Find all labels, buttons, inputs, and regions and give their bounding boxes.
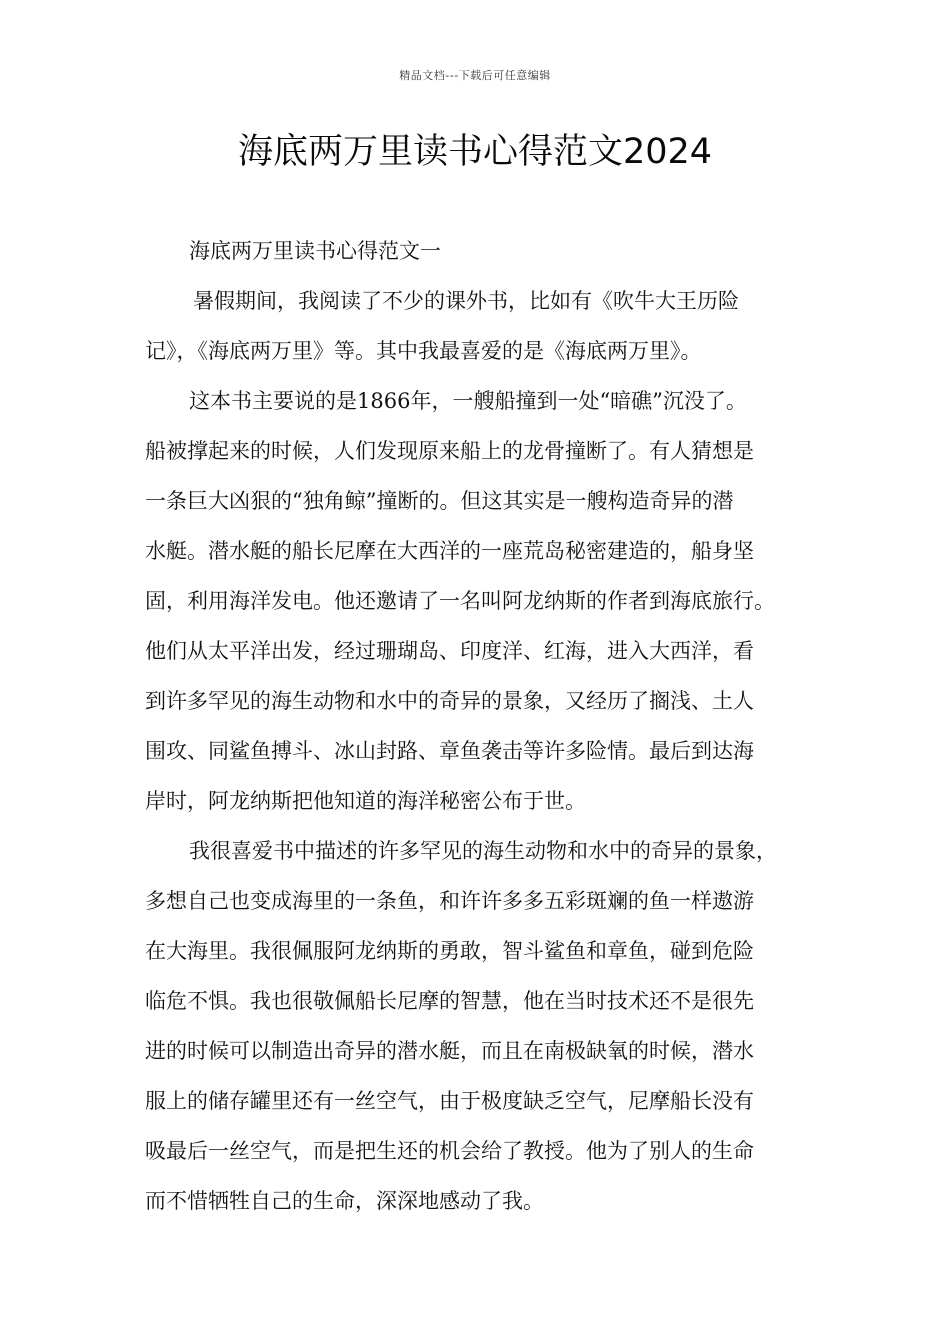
paragraph-2 [145, 376, 813, 826]
paragraph-line: 他们从太平洋出发，经过珊瑚岛、印度洋、红海，进入大西洋，看 [145, 639, 754, 663]
paragraph-line: 一条巨大凶狠的“独角鲸”撞断的。但这其实是一艘构造奇异的潜 [145, 489, 734, 513]
paragraph-line: 到许多罕见的海生动物和水中的奇异的景象，又经历了搁浅、土人 [145, 689, 754, 713]
paragraph-line: 暑假期间，我阅读了不少的课外书，比如有《吹牛大王历险 [193, 289, 739, 313]
paragraph-line: 多想自己也变成海里的一条鱼，和许许多多五彩斑斓的鱼一样遨游 [145, 889, 754, 913]
document-body [145, 226, 813, 1226]
document-title: 海底两万里读书心得范文2024 [237, 132, 713, 172]
header-note: 精品文档---下载后可任意编辑 [399, 69, 551, 82]
paragraph-line: 在大海里。我很佩服阿龙纳斯的勇敢，智斗鲨鱼和章鱼，碰到危险 [145, 939, 754, 963]
paragraph-line: 我很喜爱书中描述的许多罕见的海生动物和水中的奇异的景象， [189, 839, 777, 863]
paragraph-line: 记》，《海底两万里》等。其中我最喜爱的是《海底两万里》。 [145, 339, 702, 363]
section-subtitle: 海底两万里读书心得范文一 [189, 239, 441, 263]
paragraph-line: 船被撑起来的时候，人们发现原来船上的龙骨撞断了。有人猜想是 [145, 439, 754, 463]
paragraph-line: 这本书主要说的是1866年，一艘船撞到一处“暗礁”沉没了。 [189, 389, 747, 413]
paragraph-line: 临危不惧。我也很敬佩船长尼摩的智慧，他在当时技术还不是很先 [145, 989, 754, 1013]
paragraph-line: 吸最后一丝空气，而是把生还的机会给了教授。他为了别人的生命 [145, 1139, 754, 1163]
paragraph-line: 围攻、同鲨鱼搏斗、冰山封路、章鱼袭击等许多险情。最后到达海 [145, 739, 754, 763]
paragraph-line: 水艇。潜水艇的船长尼摩在大西洋的一座荒岛秘密建造的，船身坚 [145, 539, 754, 563]
paragraph-3 [145, 826, 813, 1226]
paragraph-1 [145, 276, 813, 376]
paragraph-line: 而不惜牺牲自己的生命，深深地感动了我。 [145, 1189, 544, 1213]
paragraph-line: 进的时候可以制造出奇异的潜水艇，而且在南极缺氧的时候，潜水 [145, 1039, 754, 1063]
paragraph-line: 服上的储存罐里还有一丝空气，由于极度缺乏空气，尼摩船长没有 [145, 1089, 754, 1113]
paragraph-line: 岸时，阿龙纳斯把他知道的海洋秘密公布于世。 [145, 789, 586, 813]
paragraph-line: 固，利用海洋发电。他还邀请了一名叫阿龙纳斯的作者到海底旅行。 [145, 589, 775, 613]
